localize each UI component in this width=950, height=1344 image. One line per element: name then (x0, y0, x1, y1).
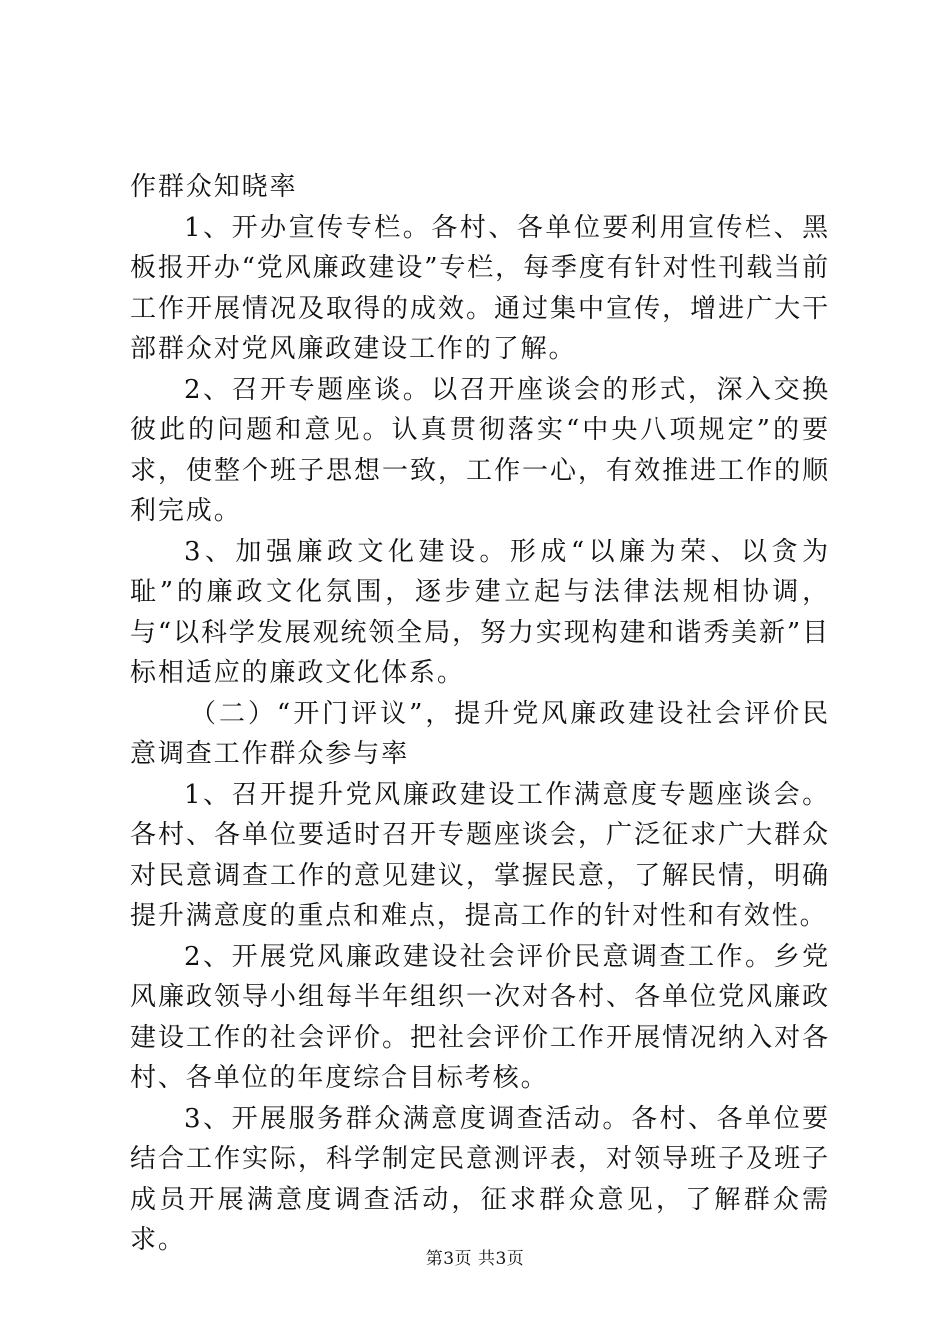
paragraph-item-1: 1、开办宣传专栏。各村、各单位要利用宣传栏、黑板报开办“党风廉政建设”专栏，每季度有针对性刊载当前工作开展情况及取得的成效。通过集中宣传，增进广大干部群众对党风廉政建设工作的了解。 (130, 212, 830, 364)
section-heading: （二）“开门评议”，提升党风廉政建设社会评价民意调查工作群众参与率 (130, 698, 830, 769)
paragraph-item-2: 2、召开专题座谈。以召开座谈会的形式，深入交换彼此的问题和意见。认真贯彻落实“中央八项规定”的要求，使整个班子思想一致，工作一心，有效推进工作的顺利完成。 (130, 374, 830, 526)
page-footer: 第3页 共3页 (425, 1249, 525, 1269)
paragraph-item-3-section-2: 3、开展服务群众满意度调查活动。各村、各单位要结合工作实际，科学制定民意测评表，对领导班子及班子成员开展满意度调查活动，征求群众意见，了解群众需求。 (130, 1103, 830, 1255)
paragraph-item-3: 3、加强廉政文化建设。形成“以廉为荣、以贪为耻”的廉政文化氛围，逐步建立起与法律法规相协调，与“以科学发展观统领全局，努力实现构建和谐秀美新”目标相适应的廉政文化体系。 (130, 536, 830, 688)
document-body (130, 167, 830, 1261)
paragraph-continuation: 作群众知晓率 (130, 172, 298, 202)
paragraph-item-2-section-2: 2、开展党风廉政建设社会评价民意调查工作。乡党风廉政领导小组每半年组织一次对各村、各单位党风廉政建设工作的社会评价。把社会评价工作开展情况纳入对各村、各单位的年度综合目标考核。 (130, 941, 830, 1093)
paragraph-item-1-section-2: 1、召开提升党风廉政建设工作满意度专题座谈会。各村、各单位要适时召开专题座谈会，广泛征求广大群众对民意调查工作的意见建议，掌握民意，了解民情，明确提升满意度的重点和难点，提高工作的针对性和有效性。 (130, 779, 830, 931)
